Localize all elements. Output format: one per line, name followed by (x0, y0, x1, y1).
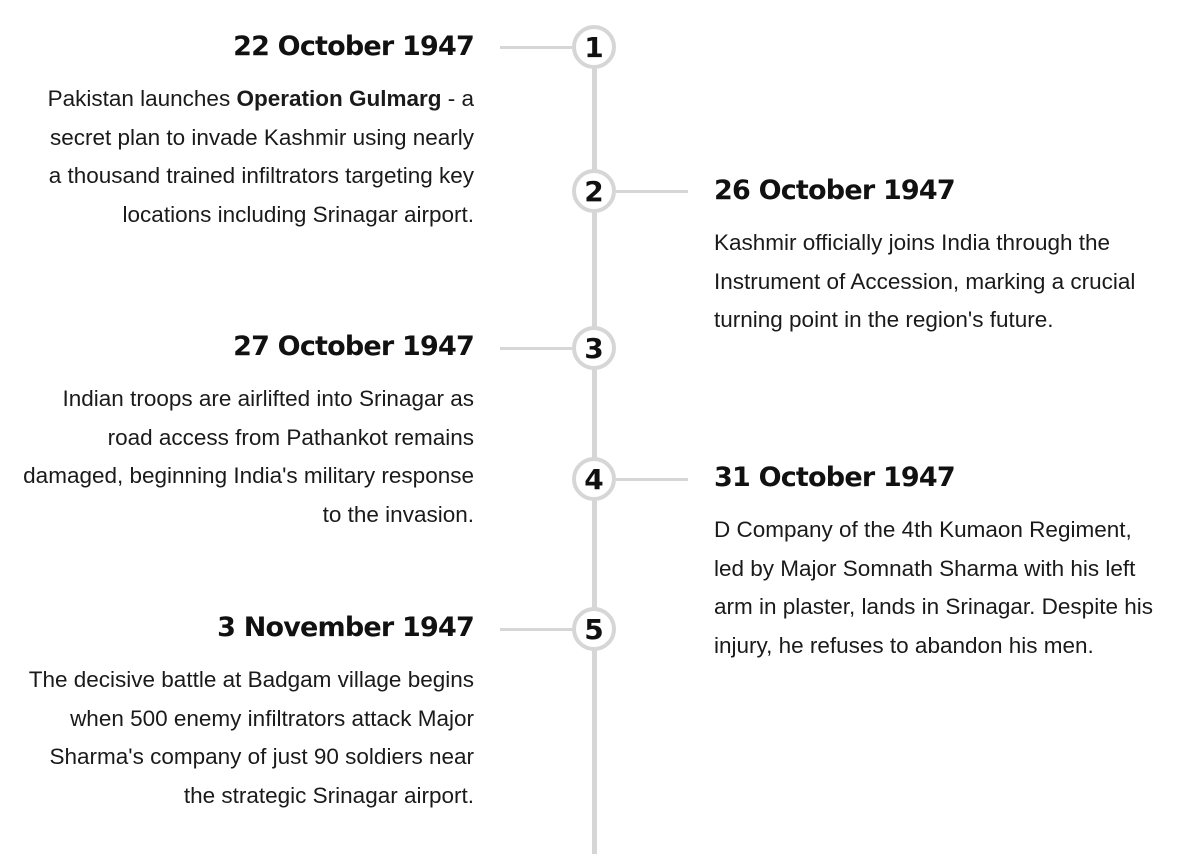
event-description-text: Pakistan launches (47, 86, 237, 111)
connector-2 (616, 190, 688, 193)
timeline-event-2 (714, 174, 1174, 340)
event-date: 27 October 1947 (233, 331, 474, 362)
timeline-event-3 (14, 330, 474, 534)
timeline-node-5: 5 (572, 607, 616, 651)
event-date: 3 November 1947 (217, 612, 474, 643)
timeline-event-5 (14, 611, 474, 815)
connector-5 (500, 628, 572, 631)
connector-1 (500, 46, 572, 49)
event-description: D Company of the 4th Kumaon Regiment, led by Major Somnath Sharma with his left arm in plaster, lands in Srinagar. Despite his injury, he refuses to abandon his men. (714, 517, 1153, 658)
event-description: The decisive battle at Badgam village begins when 500 enemy infiltrators attack Major Sharma's company of just 90 soldiers near the strategic Srinagar airport. (28, 667, 474, 808)
event-date: 22 October 1947 (233, 31, 474, 62)
connector-4 (616, 478, 688, 481)
timeline-node-3: 3 (572, 326, 616, 370)
timeline-event-4 (714, 461, 1174, 665)
timeline-node-1: 1 (572, 25, 616, 69)
event-date: 31 October 1947 (714, 462, 955, 493)
event-description-highlight: Operation Gulmarg (236, 86, 442, 111)
event-description-text: - a secret plan to invade Kashmir using nearly a thousand trained infiltrators targeting key locations including Srinagar airport. (48, 86, 474, 227)
timeline-node-4: 4 (572, 457, 616, 501)
event-description: Kashmir officially joins India through the Instrument of Accession, marking a crucial turning point in the region's future. (714, 230, 1136, 332)
timeline-event-1 (14, 30, 474, 234)
timeline-node-2: 2 (572, 169, 616, 213)
event-description (34, 80, 474, 234)
event-description: Indian troops are airlifted into Srinagar as road access from Pathankot remains damaged, beginning India's military response to the invasion. (23, 386, 474, 527)
connector-3 (500, 347, 572, 350)
event-date: 26 October 1947 (714, 175, 955, 206)
